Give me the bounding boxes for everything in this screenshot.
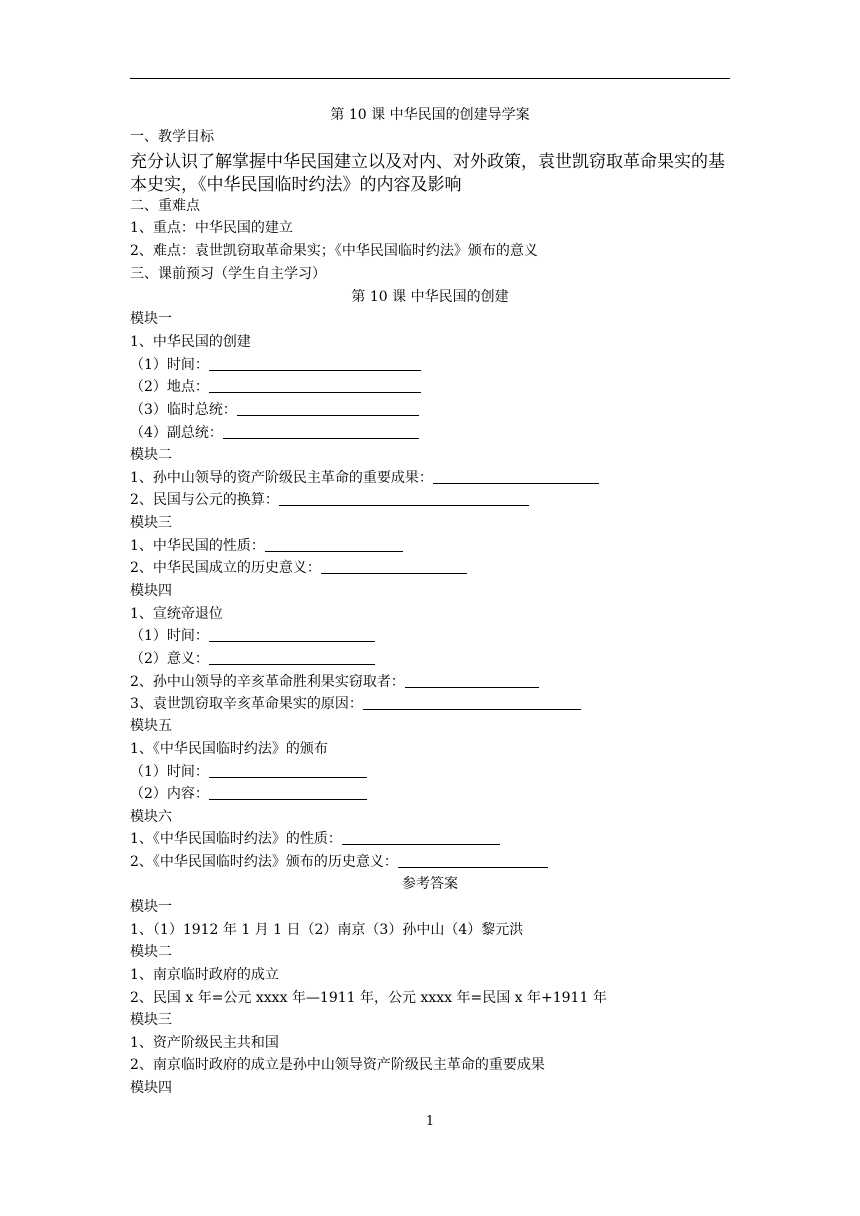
question-label: 2、民国与公元的换算： [130,492,279,508]
module-heading: 模块五 [130,718,172,734]
module-heading: 模块六 [130,809,172,825]
answers-heading: 参考答案 [402,876,458,892]
question-text: 1、宣统帝退位 [130,606,223,622]
question-row [130,830,500,848]
answer-blank[interactable] [433,469,599,484]
question-label: 1、中华民国的性质： [130,538,265,554]
answer-blank[interactable] [405,673,539,688]
answer-blank[interactable] [209,785,367,800]
module-heading: 模块四 [130,1080,172,1096]
answer-text: 1、（1）1912 年 1 月 1 日（2）南京（3）孙中山（4）黎元洪 [130,922,524,938]
answer-text: 2、民国 x 年=公元 xxxx 年—1911 年，公元 xxxx 年=民国 x 年+1911 年 [130,990,607,1006]
document-title: 第 10 课 中华民国的创建导学案 [330,107,530,123]
module-heading: 模块四 [130,583,172,599]
question-row [130,673,539,691]
question-text: 1、中华民国的创建 [130,334,251,350]
answer-blank[interactable] [209,627,375,642]
section-heading-key-points: 二、重难点 [130,198,200,214]
answer-blank[interactable] [209,763,367,778]
question-label: （3）临时总统： [130,402,237,418]
question-row [130,356,421,374]
answer-blank[interactable] [321,559,467,574]
question-label: 2、中华民国成立的历史意义： [130,560,321,576]
question-row [130,559,467,577]
question-label: （2）意义： [130,651,209,667]
question-row [130,785,367,803]
page-number: 1 [425,1114,435,1129]
answer-text: 1、南京临时政府的成立 [130,967,279,983]
question-label: （1）时间： [130,628,209,644]
question-row [130,763,367,781]
answer-blank[interactable] [265,537,403,552]
question-label: 1、《中华民国临时约法》的性质： [130,831,342,847]
question-row [130,378,421,396]
module-heading: 模块三 [130,1012,172,1028]
question-label: 2、孙中山领导的辛亥革命胜利果实窃取者： [130,674,405,690]
header-rule [130,78,730,79]
question-text: 1、《中华民国临时约法》的颁布 [130,741,328,757]
module-heading: 模块一 [130,311,172,327]
answer-text: 2、南京临时政府的成立是孙中山领导资产阶级民主革命的重要成果 [130,1057,545,1073]
question-row [130,853,548,871]
question-row [130,469,599,487]
question-row [130,491,529,509]
module-heading: 模块一 [130,899,172,915]
answer-text: 1、资产阶级民主共和国 [130,1035,279,1051]
question-label: （4）副总统： [130,425,223,441]
question-label: 1、孙中山领导的资产阶级民主革命的重要成果： [130,470,433,486]
difficulty-text: 2、难点：袁世凯窃取革命果实；《中华民国临时约法》颁布的意义 [130,243,538,259]
goal-text-line-1: 充分认识了解掌握中华民国建立以及对内、对外政策，袁世凯窃取革命果实的基 [130,152,725,172]
answer-blank[interactable] [209,378,421,393]
key-point-text: 1、重点：中华民国的建立 [130,220,293,236]
section-heading-goals: 一、教学目标 [130,129,214,145]
answer-blank[interactable] [223,424,419,439]
answer-blank[interactable] [398,853,548,868]
question-label: （1）时间： [130,764,209,780]
answer-blank[interactable] [209,650,375,665]
answer-blank[interactable] [363,695,581,710]
answer-blank[interactable] [237,401,419,416]
goal-text-line-2: 本史实，《中华民国临时约法》的内容及影响 [130,175,462,195]
question-label: （1）时间： [130,357,209,373]
section-heading-preview: 三、课前预习（学生自主学习） [130,266,326,282]
question-row [130,627,375,645]
question-label: 3、袁世凯窃取辛亥革命果实的原因： [130,696,363,712]
question-row [130,424,419,442]
module-heading: 模块二 [130,447,172,463]
question-row [130,695,581,713]
question-label: （2）地点： [130,379,209,395]
lesson-heading: 第 10 课 中华民国的创建 [351,289,509,305]
question-label: （2）内容： [130,786,209,802]
answer-blank[interactable] [342,830,500,845]
question-row [130,401,419,419]
answer-blank[interactable] [209,356,421,371]
question-label: 2、《中华民国临时约法》颁布的历史意义： [130,854,398,870]
question-row [130,650,375,668]
module-heading: 模块二 [130,944,172,960]
module-heading: 模块三 [130,515,172,531]
question-row [130,537,403,555]
answer-blank[interactable] [279,491,529,506]
